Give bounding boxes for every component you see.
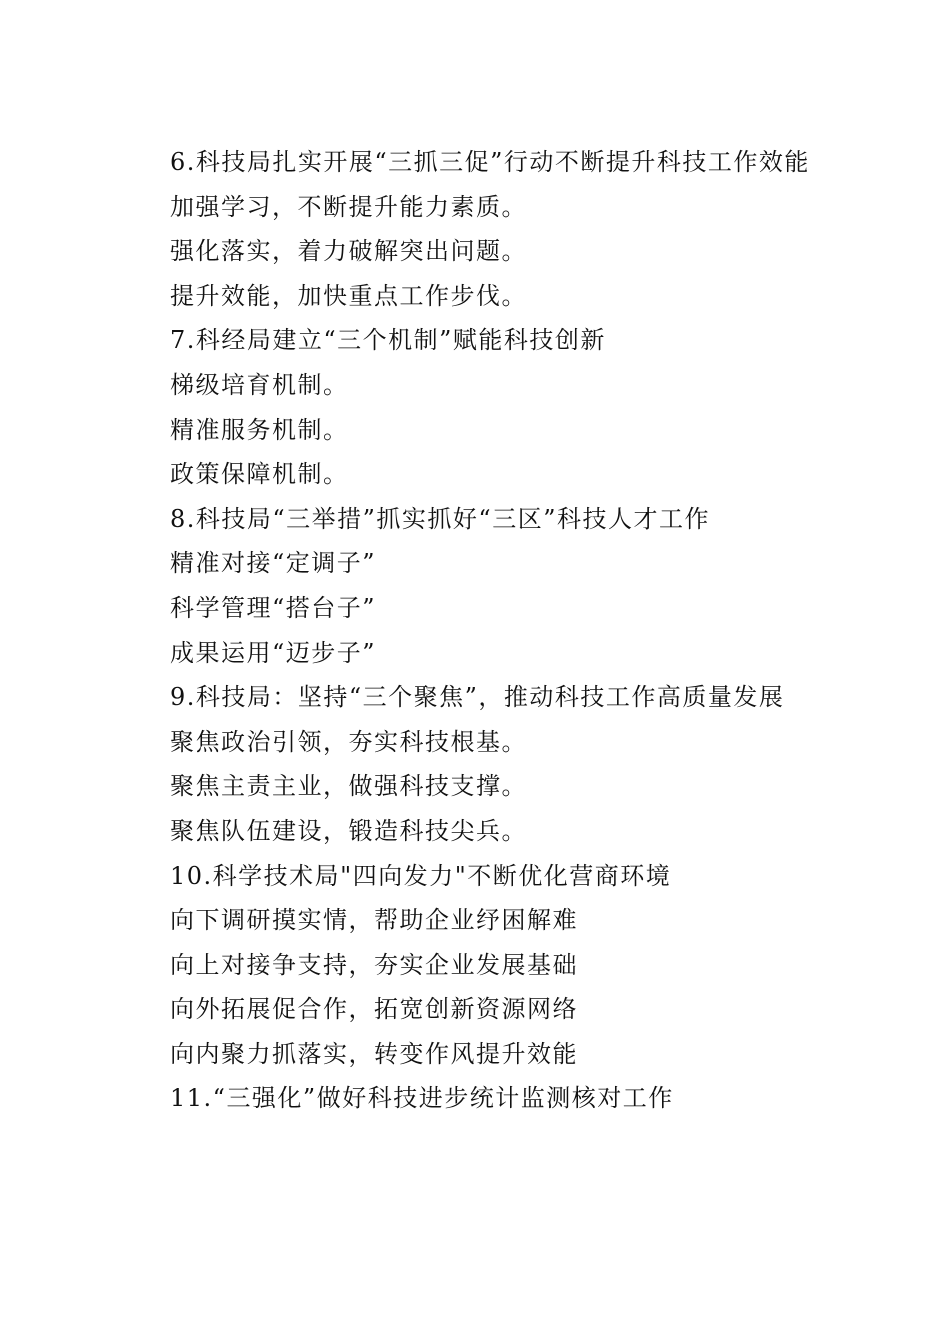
section-heading-7: 7.科经局建立“三个机制”赋能科技创新 xyxy=(170,326,606,355)
document-body xyxy=(120,140,830,1121)
paragraph-line: 政策保障机制。 xyxy=(170,460,349,489)
paragraph-line: 聚焦队伍建设，锻造科技尖兵。 xyxy=(170,816,527,845)
paragraph-line: 科学管理“搭台子” xyxy=(170,593,377,622)
paragraph-line: 向上对接争支持，夯实企业发展基础 xyxy=(170,950,578,979)
paragraph-line: 提升效能，加快重点工作步伐。 xyxy=(170,281,527,310)
section-heading-9: 9.科技局：坚持“三个聚焦”，推动科技工作高质量发展 xyxy=(170,683,785,712)
section-heading-10: 10.科学技术局"四向发力"不断优化营商环境 xyxy=(170,861,672,890)
paragraph-line: 梯级培育机制。 xyxy=(170,370,349,399)
paragraph-line: 成果运用“迈步子” xyxy=(170,638,377,667)
section-heading-11: 11.“三强化”做好科技进步统计监测核对工作 xyxy=(170,1084,674,1113)
paragraph-line: 精准服务机制。 xyxy=(170,415,349,444)
section-heading-8: 8.科技局“三举措”抓实抓好“三区”科技人才工作 xyxy=(170,504,710,533)
paragraph-line: 向内聚力抓落实，转变作风提升效能 xyxy=(170,1039,578,1068)
paragraph-line: 强化落实，着力破解突出问题。 xyxy=(170,237,527,266)
paragraph-line: 向外拓展促合作，拓宽创新资源网络 xyxy=(170,995,578,1024)
paragraph-line: 聚焦主责主业，做强科技支撑。 xyxy=(170,772,527,801)
section-heading-6: 6.科技局扎实开展“三抓三促”行动不断提升科技工作效能 xyxy=(170,148,810,176)
paragraph-line: 精准对接“定调子” xyxy=(170,549,377,578)
paragraph-line: 加强学习，不断提升能力素质。 xyxy=(170,192,527,221)
paragraph-line: 向下调研摸实情，帮助企业纾困解难 xyxy=(170,906,578,935)
paragraph-line: 聚焦政治引领，夯实科技根基。 xyxy=(170,727,527,756)
